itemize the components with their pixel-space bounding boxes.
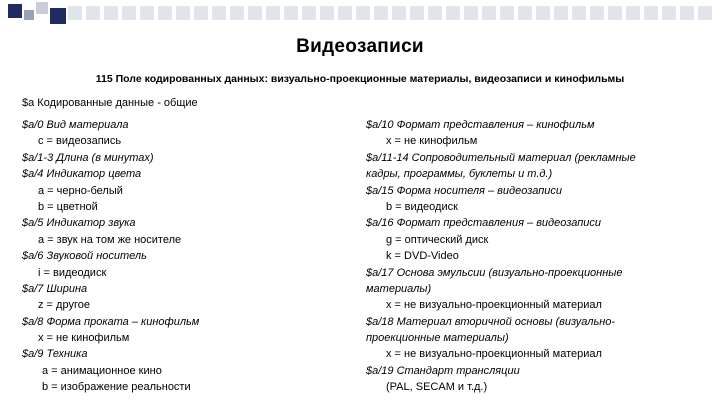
decor-square-icon — [518, 6, 532, 20]
code-value-line: a = анимационное кино — [42, 364, 162, 377]
decor-square-icon — [302, 6, 316, 20]
slide-title: Видеозаписи — [296, 36, 424, 57]
code-value-line: k = DVD-Video — [386, 250, 459, 263]
code-value-line: x = не визуально-проекционный материал — [386, 348, 602, 361]
code-value-line: x = не визуально-проекционный материал — [386, 299, 602, 312]
code-value-line: (PAL, SECAM и т.д.) — [386, 381, 488, 394]
subfield-position-line: $a/16 Формат представления – видеозаписи — [366, 217, 602, 230]
subfield-position-line: $a/6 Звуковой носитель — [22, 250, 147, 263]
subfield-position-line: $a/19 Стандарт трансляции — [366, 364, 520, 377]
decor-square-icon — [140, 6, 154, 20]
decor-square-icon — [356, 6, 370, 20]
subfield-position-line: $a/4 Индикатор цвета — [22, 168, 142, 181]
decor-square-icon — [392, 6, 406, 20]
decor-square-icon — [590, 6, 604, 20]
subfield-position-line: $a/0 Вид материала — [22, 119, 129, 131]
subfield-position-line: $a/7 Ширина — [22, 282, 88, 295]
decor-square-icon — [230, 6, 244, 20]
decor-square-icon — [212, 6, 226, 20]
decor-square-icon — [374, 6, 388, 20]
code-value-line: x = не кинофильм — [38, 332, 130, 345]
code-value-line: z = другое — [38, 299, 90, 312]
subfield-position-line: материалы) — [366, 282, 432, 295]
code-value-line: b = изображение реальности — [42, 381, 191, 394]
subfield-position-line: $a/1-3 Длина (в минутах) — [22, 151, 154, 164]
code-value-line: b = видеодиск — [386, 200, 458, 213]
decor-square-icon — [500, 6, 514, 20]
corner-decoration — [0, 0, 720, 26]
decor-square-icon — [482, 6, 496, 20]
decor-square-icon — [104, 6, 118, 20]
code-value-line: i = видеодиск — [38, 266, 107, 279]
decor-square-icon — [446, 6, 460, 20]
decor-square-icon — [24, 10, 34, 20]
right-column — [366, 117, 636, 396]
decor-square-icon — [608, 6, 622, 20]
decor-square-icon — [428, 6, 442, 20]
decor-square-icon — [176, 6, 190, 20]
decor-square-icon — [554, 6, 568, 20]
decor-square-icon — [320, 6, 334, 20]
decor-square-icon — [338, 6, 352, 20]
decor-square-icon — [68, 6, 82, 20]
decor-square-icon — [266, 6, 280, 20]
subfield-position-line: $a/9 Техника — [22, 348, 88, 361]
decor-square-icon — [86, 6, 100, 20]
subfield-position-line: кадры, программы, буклеты и т.д.) — [366, 168, 553, 181]
subfield-position-line: проекционные материалы) — [366, 332, 509, 345]
subfield-position-line: $a/18 Материал вторичной основы (визуально- — [366, 315, 616, 328]
decor-square-icon — [194, 6, 208, 20]
decor-square-icon — [248, 6, 262, 20]
subfield-position-line: $a/5 Индикатор звука — [22, 217, 136, 230]
decor-square-icon — [626, 6, 640, 20]
code-value-line: b = цветной — [38, 200, 98, 213]
decor-square-icon — [50, 8, 66, 24]
decor-square-icon — [644, 6, 658, 20]
decor-square-icon — [464, 6, 478, 20]
subfield-position-line: $a/15 Форма носителя – видеозаписи — [366, 184, 562, 197]
subfield-position-line: $a/17 Основа эмульсии (визуально-проекционные — [366, 266, 623, 279]
code-value-line: a = черно-белый — [38, 184, 123, 197]
decor-square-icon — [680, 6, 694, 20]
left-column — [22, 117, 199, 396]
field-subtitle: 115 Поле кодированных данных: визуально-проекционные материалы, видеозаписи и кинофильмы — [95, 73, 625, 85]
general-coded-data-label: $a Кодированные данные - общие — [22, 97, 198, 109]
code-value-line: c = видеозапись — [38, 135, 122, 148]
decor-square-icon — [698, 6, 712, 20]
decor-square-icon — [662, 6, 676, 20]
code-value-line: x = не кинофильм — [386, 135, 478, 148]
subfield-position-line: $a/10 Формат представления – кинофильм — [366, 119, 595, 131]
decor-square-icon — [158, 6, 172, 20]
code-value-line: a = звук на том же носителе — [38, 233, 182, 246]
decor-square-icon — [8, 4, 22, 18]
decor-square-icon — [410, 6, 424, 20]
decor-square-icon — [284, 6, 298, 20]
decor-square-icon — [122, 6, 136, 20]
code-value-line: g = оптический диск — [386, 233, 489, 246]
decor-square-icon — [572, 6, 586, 20]
decor-square-icon — [36, 2, 48, 14]
subfield-position-line: $a/11-14 Сопроводительный материал (рекламные — [366, 151, 636, 164]
decor-square-icon — [536, 6, 550, 20]
subfield-position-line: $a/8 Форма проката – кинофильм — [22, 315, 200, 328]
